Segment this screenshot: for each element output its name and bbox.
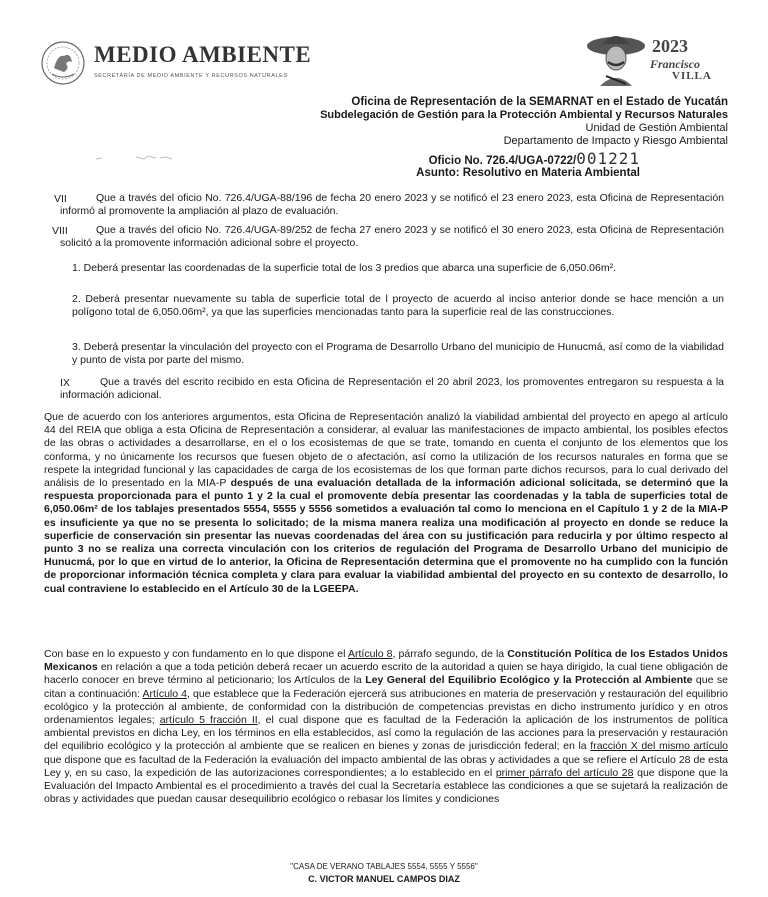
semarnat-logo (40, 40, 340, 90)
legal-basis-paragraph: Con base en lo expuesto y con fundamento en lo que dispone el Artículo 8, párrafo segundo, de la Constitución Política de los Estados Unidos Mexicanos en relación a que a toda petición deberá recaer un acuerdo escrito de la autoridad a quien se haya dirigido, la cual tiene obligación de hacerlo conocer en breve término al peticionario; los Artículos de la Ley General del Equilibrio Ecológico y la Protección al Ambiente que se citan a continuación: Artículo 4, que establece que la Federación ejercerá sus atribuciones en materia de preservación y restauración del equilibrio ecológico y la protección al ambiente, de conformidad con la distribución de competencias previstas en dicho instrumento jurídico y en otros ordenamientos legales; artículo 5 fracción II, el cual dispone que es facultad de la Federación la aplicación de los instrumentos de política ambiental previstos en dicha Ley, en los términos en ella establecidos, así como la regulación de las acciones para la preservación y restauración del equilibrio ecológico y la protección al ambiente que se realicen en bienes y zonas de jurisdicción federal; en la fracción X del mismo artículo que dispone que es facultad de la Federación la evaluación del impacto ambiental de las obras y actividades a que se refiere el Artículo 28 de esta Ley y, en su caso, la expedición de las autorizaciones correspondientes; a lo establecido en el primer párrafo del artículo 28 que dispone que la Evaluación del Impacto Ambiental es el procedimiento a través del cual la Secretaría establece las condiciones a que se sujetará la realización de obras y actividades que puedan causar desequilibrio ecológico o rebasar los límites y condiciones (44, 648, 728, 806)
analysis-text: Que de acuerdo con los anteriores argumentos, esta Oficina de Representación analizó la viabilidad ambiental del proyecto en apego al artículo 44 del REIA que obliga a esta Oficina de Representación a considerar, al evaluar las manifestaciones de impacto ambiental, los posibles efectos de las obras o actividades a desarrollarse, en el o los ecosistemas de que se trate, tomando en cuenta el conjunto de los elementos que los conforma, y no únicamente los recursos que fuesen objeto de o afectación, así como la utilización de los recursos naturales en forma que se respete la integridad funcional y las capacidades de carga de los ecosistemas de los que forman parte dichos recursos, para lo cual derivado del análisis de lo presentado en la MIA-P (44, 411, 728, 490)
item-vii-text: Que a través del oficio No. 726.4/UGA-88/196 de fecha 20 enero 2023 y se notificó el 23 enero 2023, esta Oficina de Representación informó al promovente la ampliación al plazo de evaluación. (60, 192, 724, 217)
footer-project: "CASA DE VERANO TABLAJES 5554, 5555 Y 5556" (290, 862, 478, 871)
oficio-number (428, 149, 640, 168)
sub-item-3: 3. Deberá presentar la vinculación del proyecto con el Programa de Desarrollo Urbano del municipio de Hunucmá, así como de la viabilidad y punto de vista por parte del mismo. (72, 341, 724, 366)
ref-lgeepa: Ley General del Equilibrio Ecológico y la Protección al Ambiente (365, 674, 693, 687)
item-ix-text: Que a través del escrito recibido en esta Oficina de Representación el 20 abril 2023, los promoventes entregaron su respuesta a la información adicional. (60, 376, 724, 401)
logo-title: MEDIO AMBIENTE (94, 42, 312, 67)
mexico-seal-icon (40, 40, 86, 86)
ref-articulo-4: Artículo 4 (142, 687, 187, 700)
villa-year: 2023 (652, 36, 688, 56)
villa-portrait-icon (586, 26, 652, 88)
sub-item-2: 2. Deberá presentar nuevamente su tabla de superficie total de l proyecto de acuerdo al inciso anterior donde se hace mención a un polígono total de 6,050.06m², ya que las superficies mencionadas tanto para la superficie real de las construcciones. (72, 293, 724, 318)
analysis-paragraph (44, 411, 728, 596)
ink-mark-icon (96, 154, 196, 162)
villa-name: Francisco (650, 57, 701, 71)
office-line-3: Unidad de Gestión Ambiental (585, 122, 728, 134)
item-viii-number: VIII (52, 225, 68, 237)
item-ix-number: IX (60, 377, 70, 389)
ref-articulo-8: Artículo 8 (348, 648, 393, 660)
analysis-conclusion: después de una evaluación detallada de la información adicional solicitada, se determinó que la respuesta proporcionada para el punto 1 y 2 la cual el promovente debía presentar las coordenadas y la tabla de superficies total de 6,050.06m² de los tablajes presentados 5554, 5555 y 5556 sometidos a evaluación tal como lo menciona en el Capítulo 1 y 2 de la MIA-P es insuficiente ya que no se presenta lo solicitado; de la misma manera realiza una modificación al proyecto en donde se reduce la superficie de conservación sin presentar las nuevas coordenadas del área con su justificación para reducirla y por último respecto al punto 3 no se realiza una correcta vinculación con los criterios de regulación del Programa de Desarrollo Urbano del municipio de Hunucmá, por lo que en virtud de lo anterior, la Oficina de Representación determina que el promovente no ha cumplido con la función de proporcionar información técnica completa y clara para evaluar la viabilidad ambiental del proyecto en su contexto de desarrollo, lo cual contraviene lo establecido en el Artículo 30 de la LGEEPA. (44, 477, 728, 595)
oficio-label: Oficio No. 726.4/UGA-0722/ (428, 155, 577, 167)
item-vii-number: VII (54, 193, 67, 205)
office-line-1: Oficina de Representación de la SEMARNAT en el Estado de Yucatán (351, 96, 728, 108)
asunto-line: Asunto: Resolutivo en Materia Ambiental (416, 167, 640, 179)
sub-item-1: 1. Deberá presentar las coordenadas de la superficie total de los 3 predios que abarca una superficie de 6,050.06m². (72, 262, 617, 274)
ref-articulo-28: primer párrafo del artículo 28 (495, 766, 634, 779)
logo-subtitle: SECRETARÍA DE MEDIO AMBIENTE Y RECURSOS NATURALES (94, 73, 288, 79)
oficio-stamp-number: 001221 (576, 149, 640, 168)
ref-constitucion: Constitución Política de los Estados Unidos Mexicanos (44, 648, 728, 674)
ref-fraccion-x: fracción X del mismo artículo (590, 740, 728, 753)
office-block (320, 96, 728, 148)
office-line-2: Subdelegación de Gestión para la Protección Ambiental y Recursos Naturales (320, 109, 728, 121)
francisco-villa-emblem (586, 26, 736, 88)
villa-surname: VILLA (672, 70, 712, 82)
item-viii-text: Que a través del oficio No. 726.4/UGA-89/252 de fecha 27 enero 2023 y se notificó el 30 enero 2023, esta Oficina de Representación solicitó a la promovente información adicional sobre el proyecto. (60, 224, 724, 249)
ref-articulo-5: artículo 5 fracción II (159, 714, 258, 727)
footer-promovente: C. VICTOR MANUEL CAMPOS DIAZ (308, 874, 460, 884)
office-line-4: Departamento de Impacto y Riesgo Ambiental (503, 135, 728, 147)
